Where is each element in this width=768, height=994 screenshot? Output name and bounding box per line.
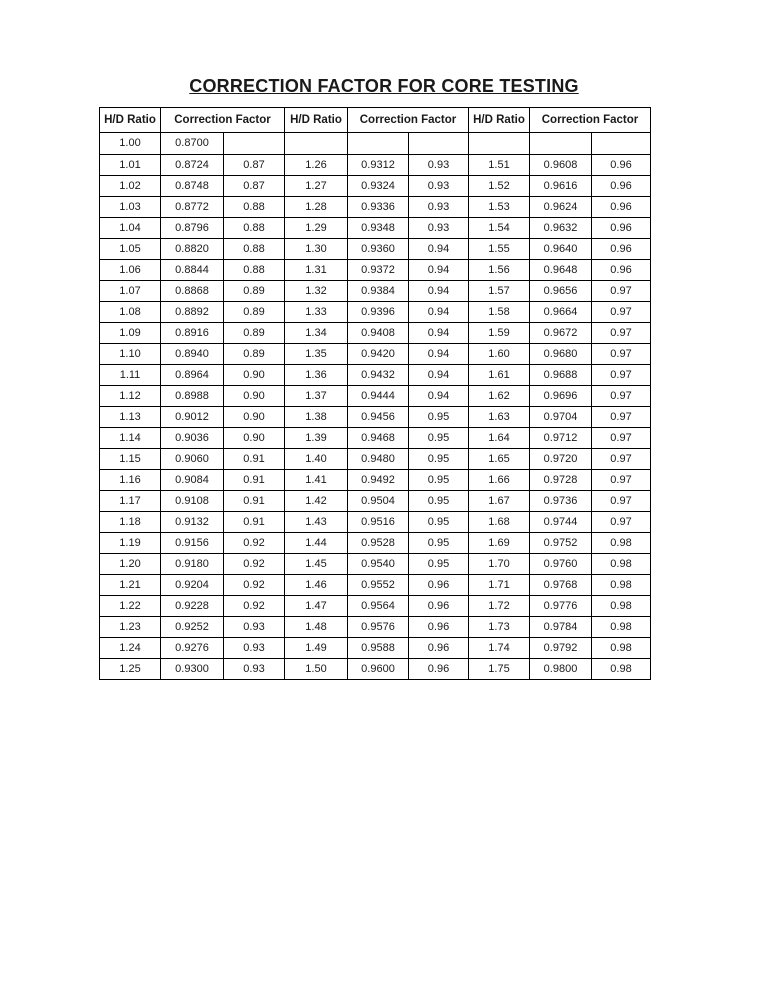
correction-factor-cell: 0.9372 bbox=[348, 260, 409, 281]
rounded-factor-cell: 0.96 bbox=[409, 617, 469, 638]
empty-cell bbox=[224, 133, 285, 155]
rounded-factor-cell: 0.96 bbox=[592, 218, 651, 239]
correction-factor-cell: 0.9348 bbox=[348, 218, 409, 239]
rounded-factor-cell: 0.97 bbox=[592, 323, 651, 344]
header-row bbox=[100, 108, 651, 133]
correction-factor-cell: 0.9564 bbox=[348, 596, 409, 617]
correction-factor-cell: 0.9528 bbox=[348, 533, 409, 554]
rounded-factor-cell: 0.92 bbox=[224, 554, 285, 575]
hd-ratio-cell: 1.53 bbox=[469, 197, 530, 218]
hd-ratio-cell: 1.75 bbox=[469, 659, 530, 680]
hd-ratio-cell: 1.15 bbox=[100, 449, 161, 470]
rounded-factor-cell: 0.95 bbox=[409, 428, 469, 449]
rounded-factor-cell: 0.90 bbox=[224, 407, 285, 428]
rounded-factor-cell: 0.89 bbox=[224, 281, 285, 302]
correction-factor-cell: 0.9384 bbox=[348, 281, 409, 302]
correction-factor-table bbox=[99, 107, 651, 680]
rounded-factor-cell: 0.94 bbox=[409, 281, 469, 302]
correction-factor-cell: 0.9784 bbox=[530, 617, 592, 638]
hd-ratio-cell: 1.57 bbox=[469, 281, 530, 302]
rounded-factor-cell: 0.98 bbox=[592, 533, 651, 554]
hd-ratio-cell: 1.35 bbox=[285, 344, 348, 365]
rounded-factor-cell: 0.90 bbox=[224, 365, 285, 386]
hd-ratio-cell: 1.14 bbox=[100, 428, 161, 449]
table-row bbox=[100, 533, 651, 554]
table-row bbox=[100, 197, 651, 218]
table-row bbox=[100, 407, 651, 428]
hd-ratio-cell: 1.52 bbox=[469, 176, 530, 197]
correction-factor-cell: 0.9664 bbox=[530, 302, 592, 323]
table-row bbox=[100, 596, 651, 617]
correction-factor-cell: 0.9156 bbox=[161, 533, 224, 554]
hd-ratio-cell: 1.71 bbox=[469, 575, 530, 596]
rounded-factor-cell: 0.96 bbox=[592, 155, 651, 176]
correction-factor-cell: 0.9060 bbox=[161, 449, 224, 470]
correction-factor-cell: 0.9468 bbox=[348, 428, 409, 449]
correction-factor-cell: 0.9504 bbox=[348, 491, 409, 512]
hd-ratio-cell: 1.04 bbox=[100, 218, 161, 239]
correction-factor-cell: 0.9768 bbox=[530, 575, 592, 596]
hd-ratio-cell: 1.42 bbox=[285, 491, 348, 512]
hd-ratio-cell: 1.23 bbox=[100, 617, 161, 638]
table-row bbox=[100, 617, 651, 638]
hd-ratio-cell: 1.09 bbox=[100, 323, 161, 344]
correction-factor-cell: 0.9672 bbox=[530, 323, 592, 344]
rounded-factor-cell: 0.94 bbox=[409, 344, 469, 365]
correction-factor-cell: 0.9736 bbox=[530, 491, 592, 512]
hd-ratio-cell: 1.31 bbox=[285, 260, 348, 281]
rounded-factor-cell: 0.97 bbox=[592, 428, 651, 449]
hd-ratio-cell: 1.18 bbox=[100, 512, 161, 533]
rounded-factor-cell: 0.93 bbox=[224, 638, 285, 659]
header-correction-factor-3: Correction Factor bbox=[530, 108, 651, 133]
rounded-factor-cell: 0.89 bbox=[224, 323, 285, 344]
table-row-first bbox=[100, 133, 651, 155]
hd-ratio-cell: 1.25 bbox=[100, 659, 161, 680]
rounded-factor-cell: 0.94 bbox=[409, 365, 469, 386]
rounded-factor-cell: 0.97 bbox=[592, 491, 651, 512]
correction-factor-cell: 0.8964 bbox=[161, 365, 224, 386]
empty-cell bbox=[592, 133, 651, 155]
rounded-factor-cell: 0.97 bbox=[592, 407, 651, 428]
table-row bbox=[100, 281, 651, 302]
correction-factor-cell: 0.9084 bbox=[161, 470, 224, 491]
correction-factor-cell: 0.9760 bbox=[530, 554, 592, 575]
rounded-factor-cell: 0.90 bbox=[224, 386, 285, 407]
rounded-factor-cell: 0.88 bbox=[224, 239, 285, 260]
hd-ratio-cell: 1.66 bbox=[469, 470, 530, 491]
rounded-factor-cell: 0.91 bbox=[224, 491, 285, 512]
rounded-factor-cell: 0.96 bbox=[592, 260, 651, 281]
hd-ratio-cell: 1.65 bbox=[469, 449, 530, 470]
correction-factor-cell: 0.9624 bbox=[530, 197, 592, 218]
rounded-factor-cell: 0.87 bbox=[224, 176, 285, 197]
correction-factor-cell: 0.9276 bbox=[161, 638, 224, 659]
rounded-factor-cell: 0.88 bbox=[224, 260, 285, 281]
correction-factor-cell: 0.9540 bbox=[348, 554, 409, 575]
empty-cell bbox=[469, 133, 530, 155]
correction-factor-cell: 0.9680 bbox=[530, 344, 592, 365]
table-row bbox=[100, 344, 651, 365]
table-row bbox=[100, 449, 651, 470]
empty-cell bbox=[348, 133, 409, 155]
rounded-factor-cell: 0.93 bbox=[409, 176, 469, 197]
correction-factor-cell: 0.9228 bbox=[161, 596, 224, 617]
table-row bbox=[100, 260, 651, 281]
rounded-factor-cell: 0.95 bbox=[409, 512, 469, 533]
correction-factor-cell: 0.9752 bbox=[530, 533, 592, 554]
correction-factor-cell: 0.9444 bbox=[348, 386, 409, 407]
rounded-factor-cell: 0.97 bbox=[592, 302, 651, 323]
rounded-factor-cell: 0.93 bbox=[409, 155, 469, 176]
correction-factor-cell: 0.9036 bbox=[161, 428, 224, 449]
hd-ratio-cell: 1.26 bbox=[285, 155, 348, 176]
table-row bbox=[100, 302, 651, 323]
hd-ratio-cell: 1.59 bbox=[469, 323, 530, 344]
hd-ratio-cell: 1.63 bbox=[469, 407, 530, 428]
hd-ratio-cell: 1.73 bbox=[469, 617, 530, 638]
correction-factor-cell: 0.8892 bbox=[161, 302, 224, 323]
table-row bbox=[100, 176, 651, 197]
header-hd-ratio-1: H/D Ratio bbox=[100, 108, 161, 133]
rounded-factor-cell: 0.95 bbox=[409, 449, 469, 470]
rounded-factor-cell: 0.89 bbox=[224, 302, 285, 323]
rounded-factor-cell: 0.98 bbox=[592, 638, 651, 659]
correction-factor-cell: 0.9132 bbox=[161, 512, 224, 533]
hd-ratio-cell: 1.61 bbox=[469, 365, 530, 386]
hd-ratio-cell: 1.00 bbox=[100, 133, 161, 155]
correction-factor-cell: 0.9688 bbox=[530, 365, 592, 386]
correction-factor-cell: 0.9576 bbox=[348, 617, 409, 638]
rounded-factor-cell: 0.95 bbox=[409, 491, 469, 512]
table-row bbox=[100, 323, 651, 344]
hd-ratio-cell: 1.11 bbox=[100, 365, 161, 386]
page-title: CORRECTION FACTOR FOR CORE TESTING bbox=[189, 76, 579, 96]
table-row bbox=[100, 659, 651, 680]
rounded-factor-cell: 0.95 bbox=[409, 470, 469, 491]
hd-ratio-cell: 1.41 bbox=[285, 470, 348, 491]
empty-cell bbox=[285, 133, 348, 155]
correction-factor-cell: 0.9792 bbox=[530, 638, 592, 659]
hd-ratio-cell: 1.34 bbox=[285, 323, 348, 344]
rounded-factor-cell: 0.91 bbox=[224, 512, 285, 533]
rounded-factor-cell: 0.93 bbox=[224, 659, 285, 680]
correction-factor-cell: 0.9336 bbox=[348, 197, 409, 218]
rounded-factor-cell: 0.93 bbox=[409, 218, 469, 239]
correction-factor-cell: 0.8820 bbox=[161, 239, 224, 260]
correction-factor-cell: 0.8916 bbox=[161, 323, 224, 344]
rounded-factor-cell: 0.93 bbox=[409, 197, 469, 218]
rounded-factor-cell: 0.96 bbox=[592, 239, 651, 260]
rounded-factor-cell: 0.98 bbox=[592, 554, 651, 575]
rounded-factor-cell: 0.98 bbox=[592, 617, 651, 638]
rounded-factor-cell: 0.93 bbox=[224, 617, 285, 638]
correction-factor-cell: 0.9516 bbox=[348, 512, 409, 533]
correction-factor-cell: 0.9600 bbox=[348, 659, 409, 680]
table-row bbox=[100, 554, 651, 575]
correction-factor-cell: 0.9704 bbox=[530, 407, 592, 428]
hd-ratio-cell: 1.46 bbox=[285, 575, 348, 596]
table-row bbox=[100, 428, 651, 449]
rounded-factor-cell: 0.95 bbox=[409, 554, 469, 575]
rounded-factor-cell: 0.87 bbox=[224, 155, 285, 176]
rounded-factor-cell: 0.97 bbox=[592, 344, 651, 365]
correction-factor-cell: 0.9608 bbox=[530, 155, 592, 176]
rounded-factor-cell: 0.88 bbox=[224, 218, 285, 239]
hd-ratio-cell: 1.32 bbox=[285, 281, 348, 302]
empty-cell bbox=[530, 133, 592, 155]
rounded-factor-cell: 0.96 bbox=[409, 575, 469, 596]
correction-factor-cell: 0.8844 bbox=[161, 260, 224, 281]
rounded-factor-cell: 0.95 bbox=[409, 407, 469, 428]
hd-ratio-cell: 1.13 bbox=[100, 407, 161, 428]
correction-factor-cell: 0.9800 bbox=[530, 659, 592, 680]
hd-ratio-cell: 1.29 bbox=[285, 218, 348, 239]
hd-ratio-cell: 1.33 bbox=[285, 302, 348, 323]
table-row bbox=[100, 386, 651, 407]
rounded-factor-cell: 0.97 bbox=[592, 449, 651, 470]
rounded-factor-cell: 0.97 bbox=[592, 512, 651, 533]
rounded-factor-cell: 0.97 bbox=[592, 386, 651, 407]
rounded-factor-cell: 0.91 bbox=[224, 449, 285, 470]
correction-factor-cell: 0.9656 bbox=[530, 281, 592, 302]
hd-ratio-cell: 1.05 bbox=[100, 239, 161, 260]
hd-ratio-cell: 1.27 bbox=[285, 176, 348, 197]
rounded-factor-cell: 0.94 bbox=[409, 260, 469, 281]
correction-factor-cell: 0.9204 bbox=[161, 575, 224, 596]
correction-factor-cell: 0.9552 bbox=[348, 575, 409, 596]
correction-factor-cell: 0.9108 bbox=[161, 491, 224, 512]
rounded-factor-cell: 0.97 bbox=[592, 365, 651, 386]
rounded-factor-cell: 0.90 bbox=[224, 428, 285, 449]
table-row bbox=[100, 155, 651, 176]
hd-ratio-cell: 1.49 bbox=[285, 638, 348, 659]
hd-ratio-cell: 1.08 bbox=[100, 302, 161, 323]
correction-factor-cell: 0.9420 bbox=[348, 344, 409, 365]
correction-factor-cell: 0.8868 bbox=[161, 281, 224, 302]
hd-ratio-cell: 1.72 bbox=[469, 596, 530, 617]
correction-factor-cell: 0.9408 bbox=[348, 323, 409, 344]
hd-ratio-cell: 1.38 bbox=[285, 407, 348, 428]
correction-factor-cell: 0.9616 bbox=[530, 176, 592, 197]
hd-ratio-cell: 1.36 bbox=[285, 365, 348, 386]
header-correction-factor-1: Correction Factor bbox=[161, 108, 285, 133]
correction-factor-cell: 0.9632 bbox=[530, 218, 592, 239]
correction-factor-cell: 0.8772 bbox=[161, 197, 224, 218]
correction-factor-cell: 0.9744 bbox=[530, 512, 592, 533]
table-row bbox=[100, 512, 651, 533]
hd-ratio-cell: 1.55 bbox=[469, 239, 530, 260]
correction-factor-cell: 0.8748 bbox=[161, 176, 224, 197]
correction-factor-cell: 0.9712 bbox=[530, 428, 592, 449]
hd-ratio-cell: 1.64 bbox=[469, 428, 530, 449]
hd-ratio-cell: 1.24 bbox=[100, 638, 161, 659]
hd-ratio-cell: 1.30 bbox=[285, 239, 348, 260]
correction-factor-cell: 0.8724 bbox=[161, 155, 224, 176]
rounded-factor-cell: 0.96 bbox=[409, 638, 469, 659]
table-row bbox=[100, 365, 651, 386]
rounded-factor-cell: 0.92 bbox=[224, 596, 285, 617]
rounded-factor-cell: 0.98 bbox=[592, 575, 651, 596]
correction-factor-cell: 0.8940 bbox=[161, 344, 224, 365]
correction-factor-cell: 0.9588 bbox=[348, 638, 409, 659]
hd-ratio-cell: 1.21 bbox=[100, 575, 161, 596]
hd-ratio-cell: 1.02 bbox=[100, 176, 161, 197]
hd-ratio-cell: 1.50 bbox=[285, 659, 348, 680]
rounded-factor-cell: 0.92 bbox=[224, 533, 285, 554]
correction-factor-cell: 0.8988 bbox=[161, 386, 224, 407]
correction-factor-cell: 0.9720 bbox=[530, 449, 592, 470]
hd-ratio-cell: 1.58 bbox=[469, 302, 530, 323]
correction-factor-cell: 0.9360 bbox=[348, 239, 409, 260]
correction-factor-cell: 0.9728 bbox=[530, 470, 592, 491]
hd-ratio-cell: 1.69 bbox=[469, 533, 530, 554]
correction-factor-cell: 0.9252 bbox=[161, 617, 224, 638]
hd-ratio-cell: 1.60 bbox=[469, 344, 530, 365]
hd-ratio-cell: 1.68 bbox=[469, 512, 530, 533]
hd-ratio-cell: 1.56 bbox=[469, 260, 530, 281]
hd-ratio-cell: 1.39 bbox=[285, 428, 348, 449]
correction-factor-cell: 0.9480 bbox=[348, 449, 409, 470]
correction-factor-cell: 0.9648 bbox=[530, 260, 592, 281]
hd-ratio-cell: 1.06 bbox=[100, 260, 161, 281]
table-row bbox=[100, 491, 651, 512]
rounded-factor-cell: 0.94 bbox=[409, 302, 469, 323]
rounded-factor-cell: 0.88 bbox=[224, 197, 285, 218]
hd-ratio-cell: 1.43 bbox=[285, 512, 348, 533]
correction-factor-cell: 0.9640 bbox=[530, 239, 592, 260]
hd-ratio-cell: 1.10 bbox=[100, 344, 161, 365]
correction-factor-cell: 0.9300 bbox=[161, 659, 224, 680]
hd-ratio-cell: 1.74 bbox=[469, 638, 530, 659]
hd-ratio-cell: 1.54 bbox=[469, 218, 530, 239]
correction-factor-cell: 0.9432 bbox=[348, 365, 409, 386]
hd-ratio-cell: 1.28 bbox=[285, 197, 348, 218]
correction-factor-cell: 0.9012 bbox=[161, 407, 224, 428]
rounded-factor-cell: 0.98 bbox=[592, 659, 651, 680]
hd-ratio-cell: 1.40 bbox=[285, 449, 348, 470]
rounded-factor-cell: 0.94 bbox=[409, 323, 469, 344]
correction-factor-cell: 0.8796 bbox=[161, 218, 224, 239]
hd-ratio-cell: 1.19 bbox=[100, 533, 161, 554]
rounded-factor-cell: 0.94 bbox=[409, 386, 469, 407]
empty-cell bbox=[409, 133, 469, 155]
hd-ratio-cell: 1.17 bbox=[100, 491, 161, 512]
rounded-factor-cell: 0.96 bbox=[592, 197, 651, 218]
table-row bbox=[100, 218, 651, 239]
table-row bbox=[100, 239, 651, 260]
hd-ratio-cell: 1.48 bbox=[285, 617, 348, 638]
rounded-factor-cell: 0.96 bbox=[409, 659, 469, 680]
rounded-factor-cell: 0.97 bbox=[592, 281, 651, 302]
rounded-factor-cell: 0.91 bbox=[224, 470, 285, 491]
rounded-factor-cell: 0.96 bbox=[592, 176, 651, 197]
hd-ratio-cell: 1.12 bbox=[100, 386, 161, 407]
correction-factor-cell: 0.9696 bbox=[530, 386, 592, 407]
correction-factor-cell: 0.9492 bbox=[348, 470, 409, 491]
hd-ratio-cell: 1.07 bbox=[100, 281, 161, 302]
rounded-factor-cell: 0.96 bbox=[409, 596, 469, 617]
rounded-factor-cell: 0.92 bbox=[224, 575, 285, 596]
header-correction-factor-2: Correction Factor bbox=[348, 108, 469, 133]
hd-ratio-cell: 1.03 bbox=[100, 197, 161, 218]
hd-ratio-cell: 1.01 bbox=[100, 155, 161, 176]
hd-ratio-cell: 1.70 bbox=[469, 554, 530, 575]
hd-ratio-cell: 1.22 bbox=[100, 596, 161, 617]
hd-ratio-cell: 1.47 bbox=[285, 596, 348, 617]
hd-ratio-cell: 1.44 bbox=[285, 533, 348, 554]
table-row bbox=[100, 575, 651, 596]
rounded-factor-cell: 0.89 bbox=[224, 344, 285, 365]
correction-factor-cell: 0.9456 bbox=[348, 407, 409, 428]
hd-ratio-cell: 1.62 bbox=[469, 386, 530, 407]
header-hd-ratio-3: H/D Ratio bbox=[469, 108, 530, 133]
correction-factor-cell: 0.9180 bbox=[161, 554, 224, 575]
correction-factor-cell: 0.9776 bbox=[530, 596, 592, 617]
table-row bbox=[100, 638, 651, 659]
correction-factor-cell: 0.8700 bbox=[161, 133, 224, 155]
hd-ratio-cell: 1.45 bbox=[285, 554, 348, 575]
correction-factor-cell: 0.9324 bbox=[348, 176, 409, 197]
hd-ratio-cell: 1.51 bbox=[469, 155, 530, 176]
hd-ratio-cell: 1.20 bbox=[100, 554, 161, 575]
rounded-factor-cell: 0.95 bbox=[409, 533, 469, 554]
rounded-factor-cell: 0.97 bbox=[592, 470, 651, 491]
correction-factor-cell: 0.9396 bbox=[348, 302, 409, 323]
hd-ratio-cell: 1.67 bbox=[469, 491, 530, 512]
rounded-factor-cell: 0.94 bbox=[409, 239, 469, 260]
hd-ratio-cell: 1.16 bbox=[100, 470, 161, 491]
correction-factor-cell: 0.9312 bbox=[348, 155, 409, 176]
rounded-factor-cell: 0.98 bbox=[592, 596, 651, 617]
hd-ratio-cell: 1.37 bbox=[285, 386, 348, 407]
header-hd-ratio-2: H/D Ratio bbox=[285, 108, 348, 133]
table-row bbox=[100, 470, 651, 491]
